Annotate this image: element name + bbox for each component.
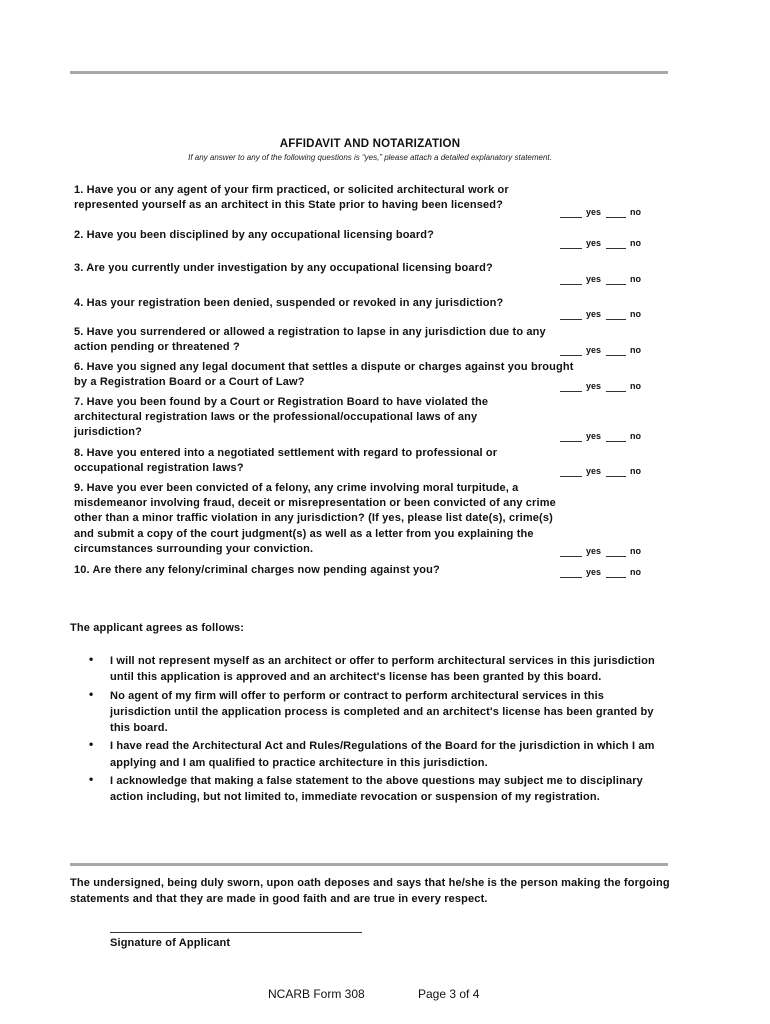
no-blank[interactable]	[606, 577, 626, 578]
yes-label: yes	[586, 207, 602, 217]
signature-line[interactable]	[110, 932, 362, 933]
form-number: NCARB Form 308	[268, 987, 365, 1001]
question-1: 1. Have you or any agent of your firm practiced, or solicited architectural work or represented yourself as an architect in this State prior to having been licensed?	[74, 184, 509, 212]
no-label: no	[630, 466, 641, 476]
yes-blank[interactable]	[560, 556, 582, 557]
yes-blank[interactable]	[560, 577, 582, 578]
form-instructions: If any answer to any of the following questions is “yes,” please attach a detailed explanatory statement.	[188, 153, 552, 162]
question-4: 4. Has your registration been denied, suspended or revoked in any jurisdiction?	[74, 297, 504, 309]
question-2-answer	[557, 237, 657, 249]
bullet-icon: •	[89, 686, 94, 701]
no-label: no	[630, 238, 641, 248]
question-3-answer	[557, 273, 657, 285]
yes-label: yes	[586, 466, 602, 476]
agreement-list	[89, 653, 659, 808]
section-divider	[70, 863, 668, 866]
no-label: no	[630, 345, 641, 355]
yes-label: yes	[586, 274, 602, 284]
yes-label: yes	[586, 238, 602, 248]
question-6: 6. Have you signed any legal document that settles a dispute or charges against you brought by a Registration Board or a Court of Law?	[74, 361, 574, 389]
question-7-answer	[557, 430, 657, 442]
question-9-answer	[557, 545, 657, 557]
no-blank[interactable]	[606, 248, 626, 249]
no-label: no	[630, 431, 641, 441]
yes-blank[interactable]	[560, 355, 582, 356]
question-10: 10. Are there any felony/criminal charges now pending against you?	[74, 564, 440, 576]
no-label: no	[630, 567, 641, 577]
no-blank[interactable]	[606, 319, 626, 320]
question-1-answer	[557, 206, 657, 218]
no-label: no	[630, 546, 641, 556]
yes-blank[interactable]	[560, 319, 582, 320]
question-5-answer	[557, 344, 657, 356]
agreement-item: • I have read the Architectural Act and Rules/Regulations of the Board for the jurisdiction in which I am applying and I am qualified to practice architecture in this jurisdiction.	[89, 737, 655, 769]
agreement-item: • I will not represent myself as an architect or offer to perform architectural services in this jurisdiction until this application is approved and an architect's license has been granted by this board.	[89, 652, 655, 684]
question-9: 9. Have you ever been convicted of a felony, any crime involving moral turpitude, a misdemeanor involving fraud, deceit or misrepresentation or been convicted of any crime other than a minor traffic violation in any jurisdiction? (If yes, please list date(s), crime(s) and submit a copy of the court judgment(s) as well as a letter from you explaining the circumstances surrounding your conviction.	[74, 482, 556, 555]
no-label: no	[630, 381, 641, 391]
yes-label: yes	[586, 309, 602, 319]
agreement-item: • I acknowledge that making a false statement to the above questions may subject me to disciplinary action including, but not limited to, immediate revocation or suspension of my registration.	[89, 772, 643, 804]
bullet-icon: •	[89, 737, 94, 752]
form-title: AFFIDAVIT AND NOTARIZATION	[279, 138, 461, 150]
no-label: no	[630, 207, 641, 217]
no-blank[interactable]	[606, 441, 626, 442]
yes-blank[interactable]	[560, 284, 582, 285]
question-10-answer	[557, 566, 657, 578]
question-4-answer	[557, 308, 657, 320]
yes-label: yes	[586, 546, 602, 556]
yes-label: yes	[586, 381, 602, 391]
page-number: Page 3 of 4	[418, 987, 480, 1001]
oath-statement: The undersigned, being duly sworn, upon oath deposes and says that he/she is the person making the forgoing statements and that they are made in good faith and are true in every respect.	[70, 877, 670, 905]
question-8-answer	[557, 465, 657, 477]
question-5: 5. Have you surrendered or allowed a registration to lapse in any jurisdiction due to any action pending or threatened ?	[74, 326, 546, 354]
question-3: 3. Are you currently under investigation by any occupational licensing board?	[74, 262, 493, 274]
question-7: 7. Have you been found by a Court or Registration Board to have violated the architectural registration laws or the professional/occupational laws of any jurisdiction?	[74, 396, 489, 439]
agreement-item: • No agent of my firm will offer to perform or contract to perform architectural services in this jurisdiction until the application process is completed and an architect's license has been granted by this board.	[89, 686, 654, 735]
question-8: 8. Have you entered into a negotiated settlement with regard to professional or occupational registration laws?	[74, 447, 498, 475]
signature-label: Signature of Applicant	[110, 937, 231, 949]
yes-label: yes	[586, 431, 602, 441]
agreement-heading: The applicant agrees as follows:	[70, 622, 245, 634]
no-blank[interactable]	[606, 217, 626, 218]
yes-blank[interactable]	[560, 217, 582, 218]
bullet-icon: •	[89, 652, 94, 666]
yes-label: yes	[586, 345, 602, 355]
yes-blank[interactable]	[560, 391, 582, 392]
yes-blank[interactable]	[560, 248, 582, 249]
yes-label: yes	[586, 567, 602, 577]
no-label: no	[630, 274, 641, 284]
no-blank[interactable]	[606, 284, 626, 285]
question-6-answer	[557, 380, 657, 392]
bullet-icon: •	[89, 772, 94, 787]
no-blank[interactable]	[606, 476, 626, 477]
question-2: 2. Have you been disciplined by any occupational licensing board?	[74, 229, 434, 241]
top-divider	[70, 71, 668, 74]
no-blank[interactable]	[606, 391, 626, 392]
no-blank[interactable]	[606, 355, 626, 356]
yes-blank[interactable]	[560, 441, 582, 442]
no-blank[interactable]	[606, 556, 626, 557]
no-label: no	[630, 309, 641, 319]
yes-blank[interactable]	[560, 476, 582, 477]
